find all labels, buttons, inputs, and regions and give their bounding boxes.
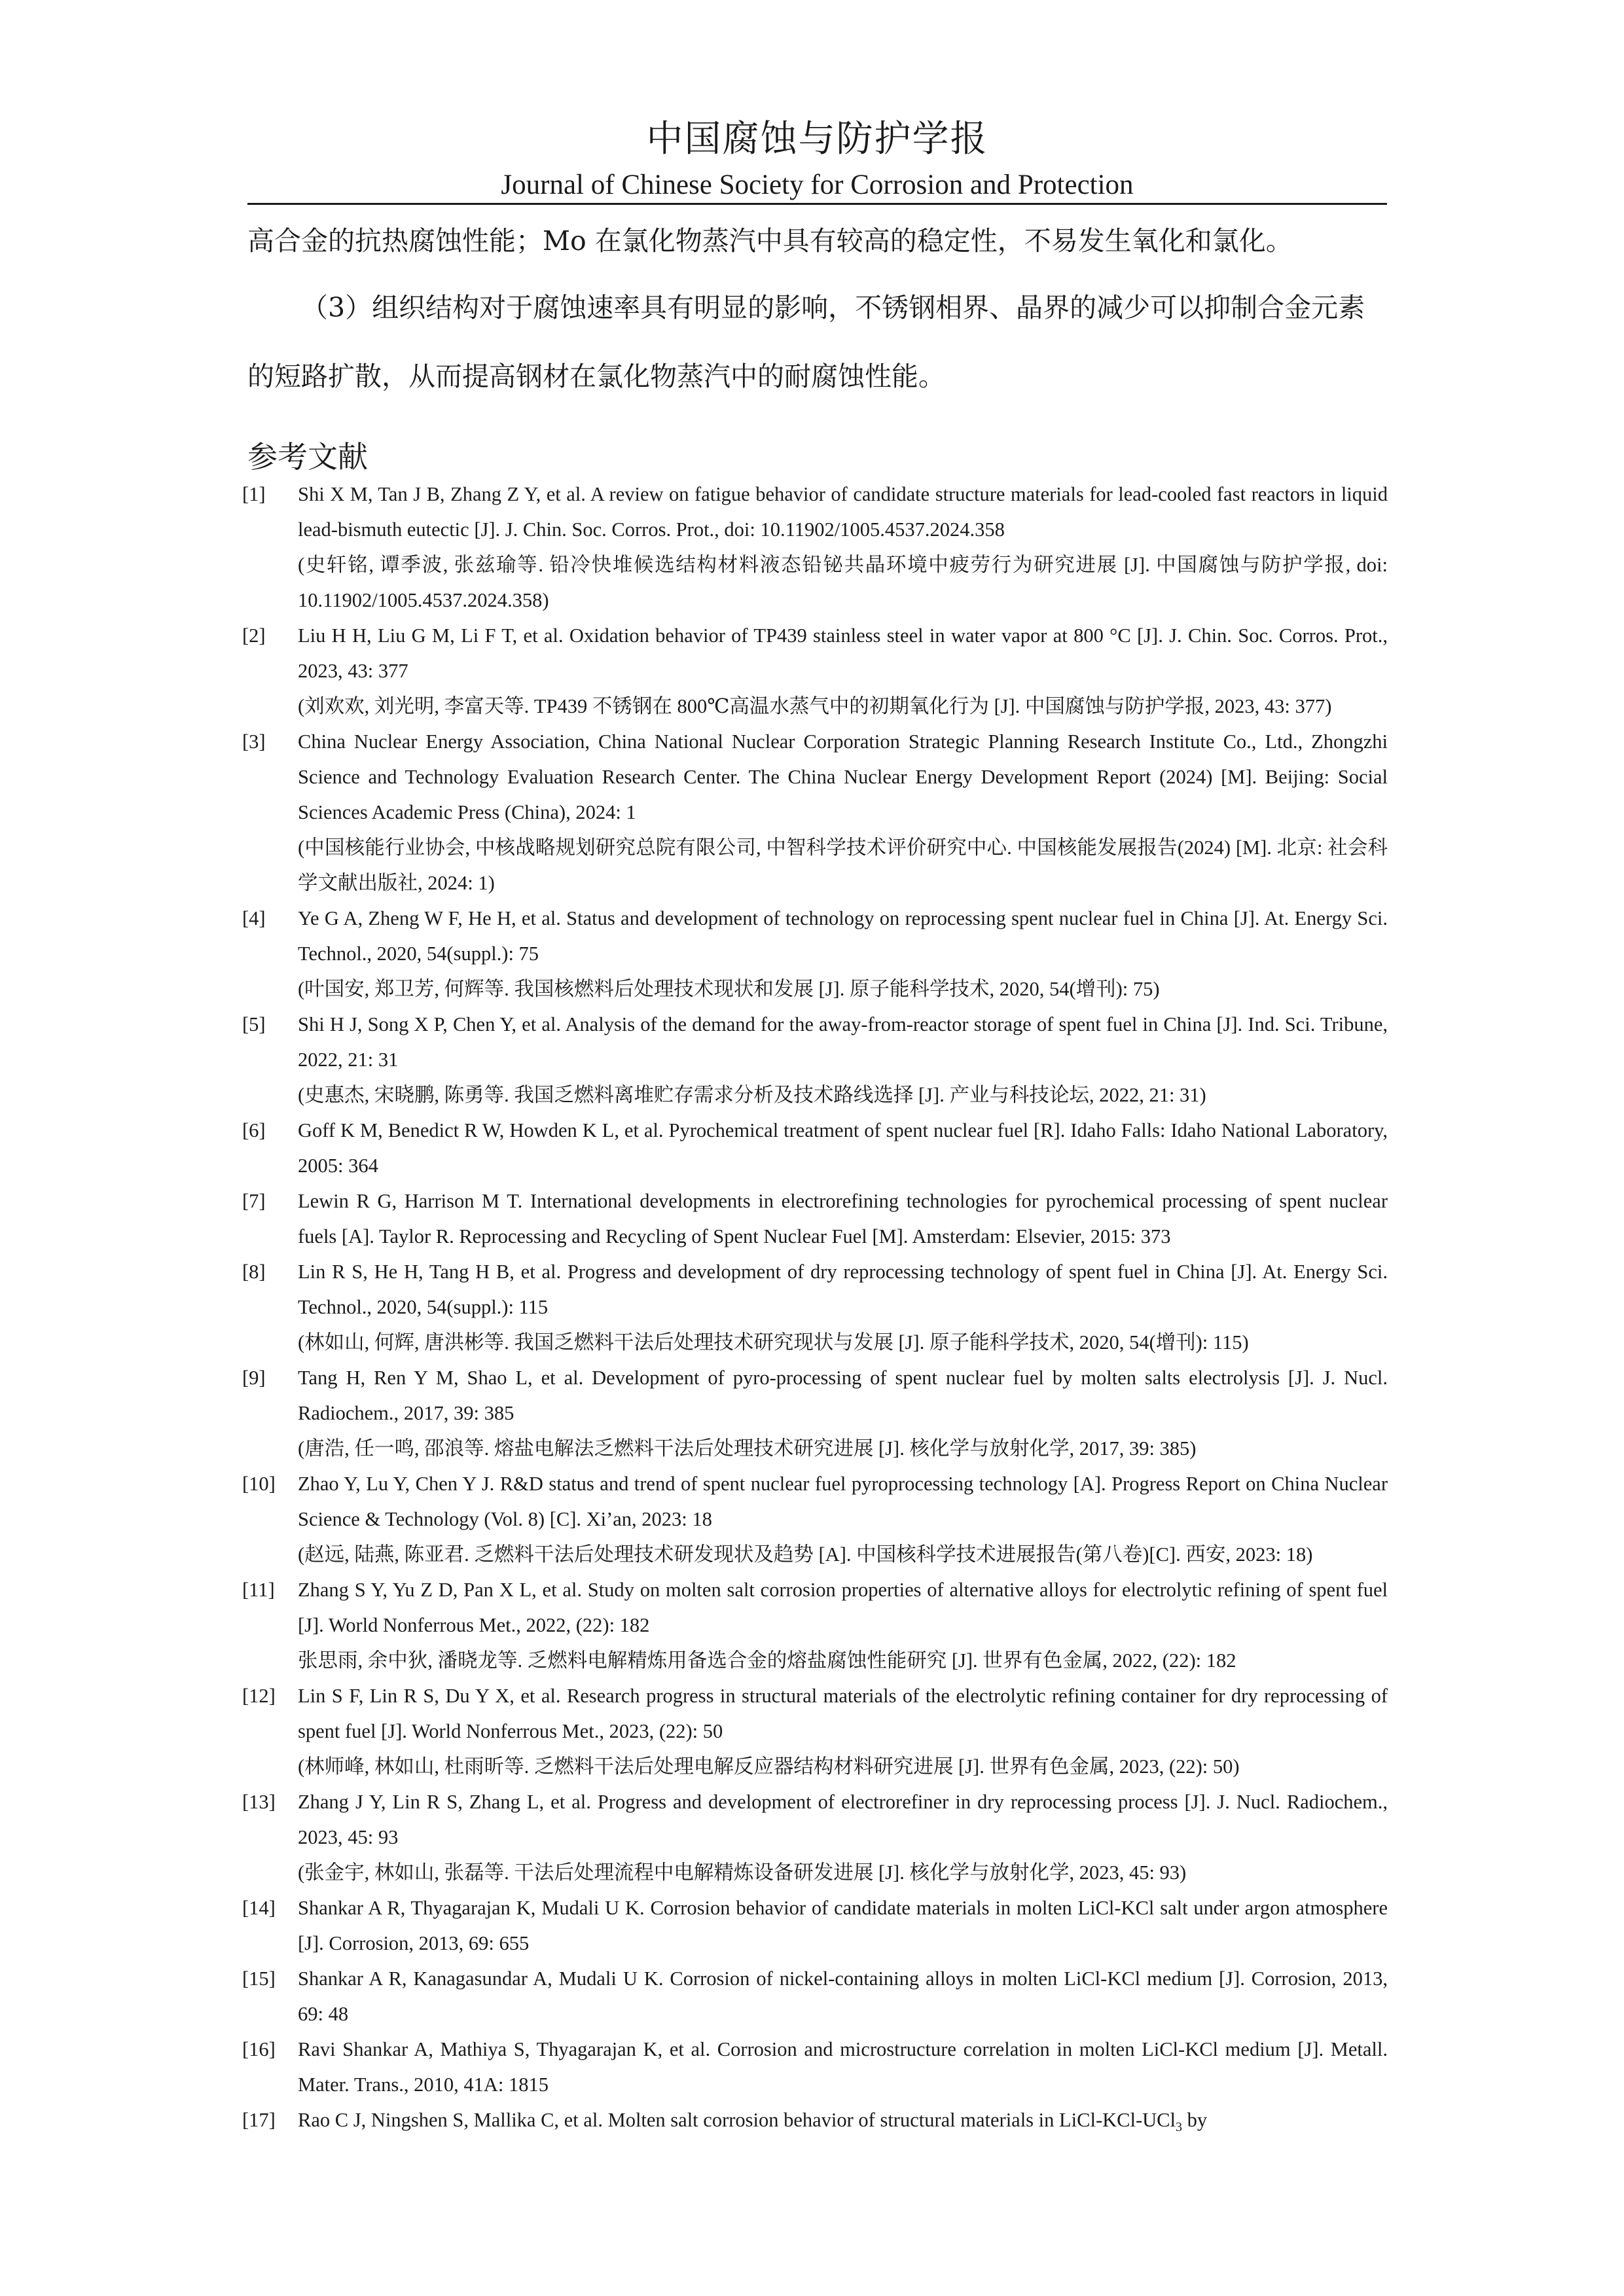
journal-title: 中国腐蚀与防护学报 <box>646 118 988 160</box>
reference-number: [12] <box>242 1685 276 1707</box>
reference-english: Zhao Y, Lu Y, Chen Y J. R&D status and trend of spent nuclear fuel pyroprocessing technology [A]. Progress Report on China Nuclear Science & Technology (Vol. 8) [C]. Xi’an, 2023: 18 <box>298 1473 1388 1530</box>
reference-number: [11] <box>242 1579 275 1601</box>
reference-number: [4] <box>242 907 266 929</box>
body-paragraph-2: （3）组织结构对于腐蚀速率具有明显的影响，不锈钢相界、晶界的减少可以抑制合金元素的短路扩散，从而提高钢材在氯化物蒸汽中的耐腐蚀性能。 <box>247 292 1365 392</box>
reference-english: Shankar A R, Thyagarajan K, Mudali U K. Corrosion behavior of candidate materials in molten LiCl-KCl salt under argon atmosphere [J]. Corrosion, 2013, 69: 655 <box>298 1897 1388 1954</box>
reference-chinese: (林如山, 何辉, 唐洪彬等. 我国乏燃料干法后处理技术研究现状与发展 [J]. 原子能科学技术, 2020, 54(增刊): 115) <box>298 1331 1249 1354</box>
reference-english: Shi H J, Song X P, Chen Y, et al. Analysis of the demand for the away-from-reactor storage of spent fuel in China [J]. Ind. Sci. Tribune, 2022, 21: 31 <box>298 1013 1388 1071</box>
reference-item <box>242 724 1388 901</box>
reference-number: [10] <box>242 1473 276 1495</box>
reference-english: Tang H, Ren Y M, Shao L, et al. Development of pyro-processing of spent nuclear fuel by molten salts electrolysis [J]. J. Nucl. Radiochem., 2017, 39: 385 <box>298 1367 1388 1424</box>
reference-item <box>242 476 1388 618</box>
reference-english: Zhang S Y, Yu Z D, Pan X L, et al. Study on molten salt corrosion properties of alternative alloys for electrolytic refining of spent fuel [J]. World Nonferrous Met., 2022, (22): 182 <box>298 1579 1388 1636</box>
reference-item <box>242 1007 1388 1113</box>
reference-number: [13] <box>242 1791 276 1813</box>
reference-english: Ravi Shankar A, Mathiya S, Thyagarajan K, et al. Corrosion and microstructure correlation in molten LiCl-KCl medium [J]. Metall. Mater. Trans., 2010, 41A: 1815 <box>298 2038 1388 2096</box>
reference-english <box>298 2102 1388 2138</box>
reference-english: Shi X M, Tan J B, Zhang Z Y, et al. A review on fatigue behavior of candidate structure materials for lead-cooled fast reactors in liquid lead-bismuth eutectic [J]. J. Chin. Soc. Corros. Prot., doi: 10.11902/1005.4537.2024.358 <box>298 483 1388 541</box>
reference-item <box>242 1360 1388 1466</box>
reference-english: China Nuclear Energy Association, China National Nuclear Corporation Strategic Planning Research Institute Co., Ltd., Zhongzhi Science and Technology Evaluation Research Center. The China Nuclear Energy Development Report (2024) [M]. Beijing: Social Sciences Academic Press (China), 2024: 1 <box>298 730 1388 823</box>
reference-item-last <box>242 2102 1388 2138</box>
reference-number: [8] <box>242 1261 266 1283</box>
header-rule <box>247 203 1387 205</box>
reference-item <box>242 618 1388 724</box>
reference-item <box>242 1961 1388 2032</box>
reference-chinese: (刘欢欢, 刘光明, 李富天等. TP439 不锈钢在 800℃高温水蒸气中的初期氧化行为 [J]. 中国腐蚀与防护学报, 2023, 43: 377) <box>298 695 1332 717</box>
reference-number: [2] <box>242 624 266 647</box>
reference-item <box>242 2032 1388 2102</box>
reference-chinese: (叶国安, 郑卫芳, 何辉等. 我国核燃料后处理技术现状和发展 [J]. 原子能科学技术, 2020, 54(增刊): 75) <box>298 978 1160 1000</box>
reference-chinese: (赵远, 陆燕, 陈亚君. 乏燃料干法后处理技术研发现状及趋势 [A]. 中国核科学技术进展报告(第八卷)[C]. 西安, 2023: 18) <box>298 1543 1313 1566</box>
reference-number: [5] <box>242 1013 266 1035</box>
journal-header <box>247 113 1387 204</box>
reference-item <box>242 1254 1388 1360</box>
reference-item <box>242 1183 1388 1254</box>
reference-item <box>242 1784 1388 1890</box>
reference-item <box>242 1113 1388 1183</box>
reference-number: [16] <box>242 2038 276 2060</box>
journal-subtitle: Journal of Chinese Society for Corrosion and Protection <box>501 170 1134 200</box>
reference-item <box>242 1890 1388 1961</box>
reference-number: [1] <box>242 483 266 505</box>
reference-number: [14] <box>242 1897 276 1919</box>
reference-chinese: (史轩铭, 谭季波, 张兹瑜等. 铅冷快堆候选结构材料液态铅铋共晶环境中疲劳行为研究进展 [J]. 中国腐蚀与防护学报, doi: 10.11902/1005.4537.2024.358) <box>298 554 1388 611</box>
reference-item <box>242 1466 1388 1572</box>
reference-item <box>242 1572 1388 1678</box>
reference-number: [15] <box>242 1967 276 1990</box>
reference-chinese: (史惠杰, 宋晓鹏, 陈勇等. 我国乏燃料离堆贮存需求分析及技术路线选择 [J]. 产业与科技论坛, 2022, 21: 31) <box>298 1084 1206 1106</box>
reference-chinese: (林师峰, 林如山, 杜雨昕等. 乏燃料干法后处理电解反应器结构材料研究进展 [J]. 世界有色金属, 2023, (22): 50) <box>298 1755 1240 1778</box>
reference-english: Lewin R G, Harrison M T. International developments in electrorefining technologies for pyrochemical processing of spent nuclear fuels [A]. Taylor R. Reprocessing and Recycling of Spent Nuclear Fuel [M]. Amsterdam: Elsevier, 2015: 373 <box>298 1190 1388 1247</box>
reference-chinese: (唐浩, 任一鸣, 邵浪等. 熔盐电解法乏燃料干法后处理技术研究进展 [J]. 核化学与放射化学, 2017, 39: 385) <box>298 1437 1197 1460</box>
reference-english: Lin R S, He H, Tang H B, et al. Progress and development of dry reprocessing technology of spent fuel in China [J]. At. Energy Sci. Technol., 2020, 54(suppl.): 115 <box>298 1261 1388 1318</box>
reference-chinese: (中国核能行业协会, 中核战略规划研究总院有限公司, 中智科学技术评价研究中心. 中国核能发展报告(2024) [M]. 北京: 社会科学文献出版社, 2024: 1) <box>298 836 1388 894</box>
reference-english: Ye G A, Zheng W F, He H, et al. Status and development of technology on reprocessing spent nuclear fuel in China [J]. At. Energy Sci. Technol., 2020, 54(suppl.): 75 <box>298 907 1388 965</box>
reference-english: Shankar A R, Kanagasundar A, Mudali U K. Corrosion of nickel-containing alloys in molten LiCl-KCl medium [J]. Corrosion, 2013, 69: 48 <box>298 1967 1388 2025</box>
reference-english: Zhang J Y, Lin R S, Zhang L, et al. Progress and development of electrorefiner in dry reprocessing process [J]. J. Nucl. Radiochem., 2023, 45: 93 <box>298 1791 1388 1848</box>
reference-item <box>242 1678 1388 1784</box>
reference-list <box>242 476 1388 2138</box>
reference-chinese: (张金宇, 林如山, 张磊等. 干法后处理流程中电解精炼设备研发进展 [J]. 核化学与放射化学, 2023, 45: 93) <box>298 1861 1187 1884</box>
reference-item <box>242 901 1388 1007</box>
reference-number: [7] <box>242 1190 266 1212</box>
reference-number: [6] <box>242 1119 266 1141</box>
references-heading: 参考文献 <box>247 439 368 475</box>
reference-chinese: 张思雨, 余中狄, 潘晓龙等. 乏燃料电解精炼用备选合金的熔盐腐蚀性能研究 [J]. 世界有色金属, 2022, (22): 182 <box>298 1649 1236 1672</box>
reference-number: [3] <box>242 730 266 753</box>
body-paragraph-1: 高合金的抗热腐蚀性能；Mo 在氯化物蒸汽中具有较高的稳定性，不易发生氧化和氯化。 <box>247 225 1293 257</box>
reference-english: Lin S F, Lin R S, Du Y X, et al. Research progress in structural materials of the electrolytic refining container for dry reprocessing of spent fuel [J]. World Nonferrous Met., 2023, (22): 50 <box>298 1685 1388 1742</box>
reference-english-part-a: Rao C J, Ningshen S, Mallika C, et al. Molten salt corrosion behavior of structural materials in LiCl-KCl-UCl <box>298 2109 1176 2131</box>
reference-number: [17] <box>242 2109 276 2131</box>
reference-number: [9] <box>242 1367 266 1389</box>
subscript-3: 3 <box>1175 2120 1182 2135</box>
reference-english-part-b: by <box>1182 2109 1208 2131</box>
reference-english: Goff K M, Benedict R W, Howden K L, et al. Pyrochemical treatment of spent nuclear fuel [R]. Idaho Falls: Idaho National Laboratory, 2005: 364 <box>298 1119 1388 1177</box>
reference-english: Liu H H, Liu G M, Li F T, et al. Oxidation behavior of TP439 stainless steel in water vapor at 800 °C [J]. J. Chin. Soc. Corros. Prot., 2023, 43: 377 <box>298 624 1388 682</box>
